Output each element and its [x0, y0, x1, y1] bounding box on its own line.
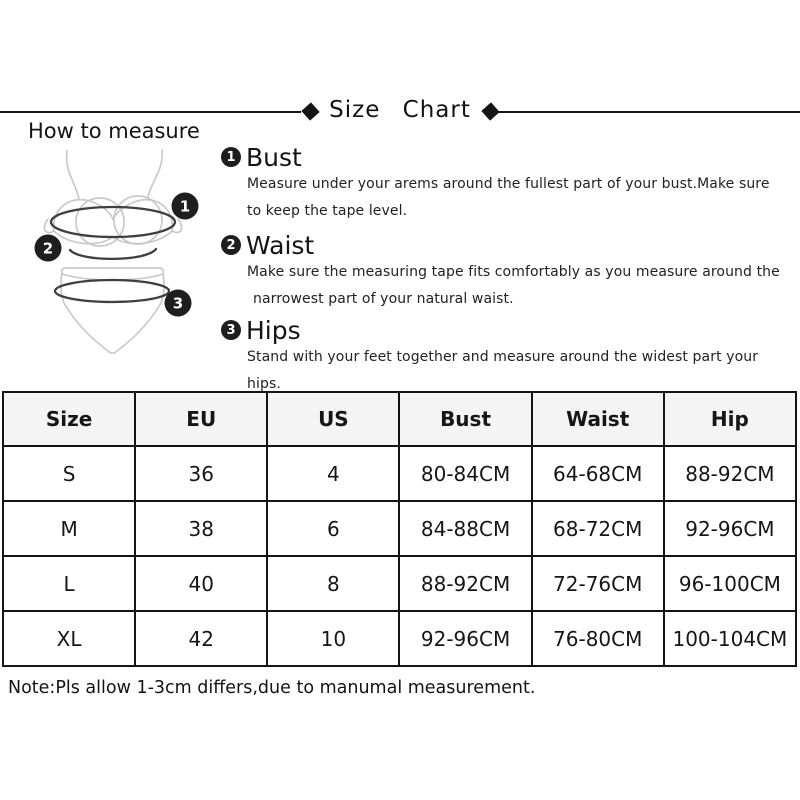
description-line: Make sure the measuring tape fits comfortably as you measure around the [247, 264, 780, 280]
description-line: Measure under your arems around the fullest part of your bust.Make sure [247, 176, 770, 192]
table-row-s [3, 446, 796, 501]
table-row-l [3, 556, 796, 611]
cell-hip: 100-104CM [664, 611, 796, 666]
cell-eu: 36 [135, 446, 267, 501]
waist-measure-line [70, 249, 156, 259]
cell-waist: 68-72CM [532, 501, 664, 556]
section-waist-description [247, 259, 796, 313]
page-title: Size Chart [329, 97, 471, 123]
cell-hip: 96-100CM [664, 556, 796, 611]
description-line: narrowest part of your natural waist. [253, 291, 514, 307]
col-header-hip: Hip [664, 392, 796, 446]
table-row-m [3, 501, 796, 556]
number-3-badge-icon: 3 [221, 320, 241, 340]
measure-lines [51, 207, 175, 302]
col-header-eu: EU [135, 392, 267, 446]
section-bust-description [247, 171, 796, 225]
section-bust [221, 143, 796, 225]
number-1-badge-icon: 1 [221, 147, 241, 167]
col-header-us: US [267, 392, 399, 446]
description-line: to keep the tape level. [247, 203, 408, 219]
measurement-note: Note:Pls allow 1-3cm differs,due to manumal measurement. [8, 678, 536, 698]
cell-waist: 76-80CM [532, 611, 664, 666]
size-table-header-row [3, 392, 796, 446]
cell-us: 10 [267, 611, 399, 666]
cell-eu: 40 [135, 556, 267, 611]
section-bust-title: Bust [246, 142, 302, 172]
section-waist [221, 231, 796, 313]
cell-size: M [3, 501, 135, 556]
bikini-measure-illustration [18, 145, 218, 380]
cell-size: S [3, 446, 135, 501]
cell-bust: 92-96CM [399, 611, 531, 666]
number-2-badge-icon: 2 [221, 235, 241, 255]
cell-waist: 64-68CM [532, 446, 664, 501]
hip-measure-line [55, 280, 169, 302]
description-line: Stand with your feet together and measure around the widest part your hips. [247, 349, 759, 392]
cell-hip: 92-96CM [664, 501, 796, 556]
cell-size: XL [3, 611, 135, 666]
title-rule-right [497, 111, 800, 113]
cell-eu: 42 [135, 611, 267, 666]
table-row-xl [3, 611, 796, 666]
cell-waist: 72-76CM [532, 556, 664, 611]
figure-badge-1: 1 [179, 197, 191, 216]
cell-us: 6 [267, 501, 399, 556]
section-waist-title: Waist [246, 230, 315, 260]
figure-badge-2: 2 [42, 239, 54, 258]
how-to-measure-title: How to measure [28, 119, 200, 143]
cell-hip: 88-92CM [664, 446, 796, 501]
section-hips [221, 316, 796, 398]
section-bust-header [221, 143, 796, 171]
cell-bust: 80-84CM [399, 446, 531, 501]
col-header-bust: Bust [399, 392, 531, 446]
cell-us: 8 [267, 556, 399, 611]
bust-measure-line [51, 207, 175, 237]
section-waist-header [221, 231, 796, 259]
col-header-size: Size [3, 392, 135, 446]
section-hips-header [221, 316, 796, 344]
size-table [2, 391, 797, 667]
cell-bust: 84-88CM [399, 501, 531, 556]
section-hips-description [247, 344, 796, 398]
col-header-waist: Waist [532, 392, 664, 446]
cell-eu: 38 [135, 501, 267, 556]
cell-bust: 88-92CM [399, 556, 531, 611]
section-hips-title: Hips [246, 315, 301, 345]
cell-size: L [3, 556, 135, 611]
bikini-outline [44, 150, 184, 353]
figure-badge-3: 3 [172, 294, 184, 313]
cell-us: 4 [267, 446, 399, 501]
